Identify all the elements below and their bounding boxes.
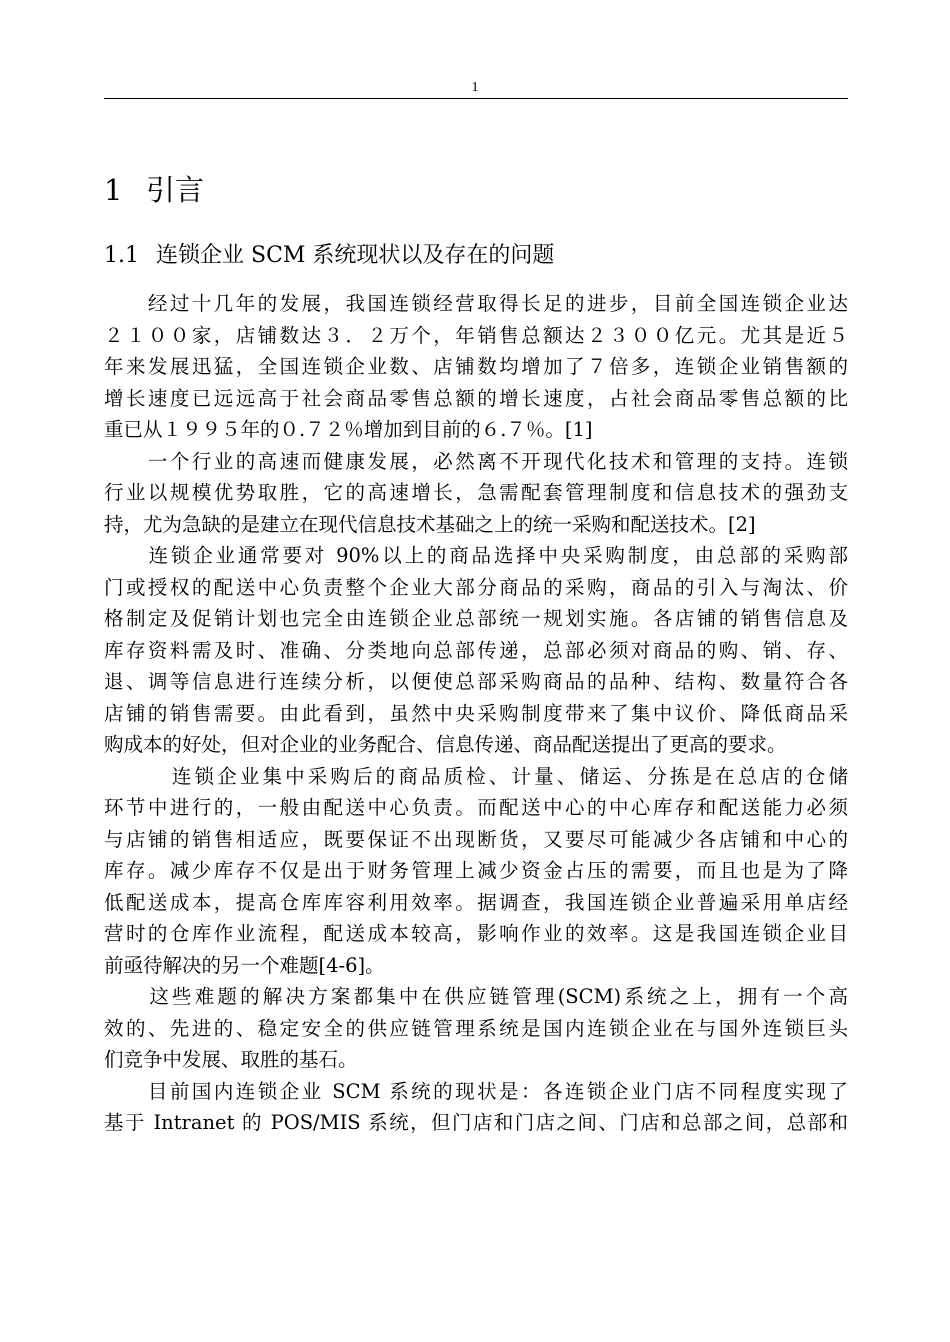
- paragraph-5: [104, 981, 848, 1076]
- paragraph-4: [104, 761, 848, 982]
- section-number: 1.1: [104, 243, 139, 268]
- text-line: 基于 Intranet 的 POS/MIS 系统，但门店和门店之间、门店和总部之间，总部和: [104, 1111, 848, 1134]
- text-line: 这些难题的解决方案都集中在供应链管理(SCM)系统之上，拥有一个高: [104, 985, 848, 1008]
- body-text: [104, 288, 848, 1139]
- text-line: 重已从１９９５年的０.７２％增加到目前的６.７％。[1]: [104, 418, 593, 441]
- text-line: 购成本的好处，但对企业的业务配合、信息传递、商品配送提出了更高的要求。: [104, 733, 787, 756]
- text-line: 年来发展迅猛，全国连锁企业数、店铺数均增加了７倍多，连锁企业销售额的: [104, 355, 848, 378]
- text-line: 店铺的销售需要。由此看到，虽然中央采购制度带来了集中议价、降低商品采: [104, 701, 848, 725]
- section-title: [104, 240, 554, 272]
- text-line: 环节中进行的，一般由配送中心负责。而配送中心的中心库存和配送能力必须: [104, 796, 848, 819]
- paragraph-3: [104, 540, 848, 761]
- text-line: 经过十几年的发展，我国连锁经营取得长足的进步，目前全国连锁企业达: [104, 292, 848, 315]
- text-line: 门或授权的配送中心负责整个企业大部分商品的采购，商品的引入与淘汰、价: [104, 575, 848, 599]
- text-line: 效的、先进的、稳定安全的供应链管理系统是国内连锁企业在与国外连锁巨头: [104, 1016, 848, 1040]
- text-line: 低配送成本，提高仓库库容利用效率。据调查，我国连锁企业普遍采用单店经: [104, 890, 848, 914]
- chapter-number: 1: [104, 173, 123, 207]
- header-rule: [104, 98, 848, 99]
- text-line: 增长速度已远远高于社会商品零售总额的增长速度，占社会商品零售总额的比: [104, 386, 848, 410]
- text-line: ２１００家，店铺数达３．２万个，年销售总额达２３００亿元。尤其是近５: [104, 323, 848, 347]
- paragraph-1: [104, 288, 848, 446]
- text-line: 行业以规模优势取胜，它的高速增长，急需配套管理制度和信息技术的强劲支: [104, 481, 848, 504]
- text-line: 们竞争中发展、取胜的基石。: [104, 1048, 358, 1071]
- paragraph-2: [104, 446, 848, 541]
- page-number: 1: [471, 80, 479, 95]
- text-line: 库存资料需及时、准确、分类地向总部传递，总部必须对商品的购、销、存、: [104, 638, 848, 662]
- text-line: 连锁企业通常要对 90%以上的商品选择中央采购制度，由总部的采购部: [104, 544, 848, 567]
- text-line: 营时的仓库作业流程，配送成本较高，影响作业的效率。这是我国连锁企业目: [104, 922, 848, 945]
- text-line: 持，尤为急缺的是建立在现代信息技术基础之上的统一采购和配送技术。[2]: [104, 512, 756, 536]
- paragraph-6: [104, 1076, 848, 1139]
- chapter-title-text: 引言: [146, 173, 205, 207]
- text-line: 与店铺的销售相适应，既要保证不出现断货，又要尽可能减少各店铺和中心的: [104, 827, 848, 851]
- text-line: 退、调等信息进行连续分析，以便使总部采购商品的品种、结构、数量符合各: [104, 670, 848, 693]
- text-line: 目前国内连锁企业 SCM 系统的现状是：各连锁企业门店不同程度实现了: [104, 1079, 848, 1103]
- text-line: 库存。减少库存不仅是出于财务管理上减少资金占压的需要，而且也是为了降: [104, 859, 848, 882]
- chapter-title: [104, 170, 204, 210]
- text-line: 格制定及促销计划也完全由连锁企业总部统一规划实施。各店铺的销售信息及: [104, 607, 848, 630]
- text-line: 前亟待解决的另一个难题[4-6]。: [104, 953, 385, 977]
- section-title-text: 连锁企业 SCM 系统现状以及存在的问题: [156, 243, 555, 268]
- text-line: 连锁企业集中采购后的商品质检、计量、储运、分拣是在总店的仓储: [104, 764, 848, 788]
- text-line: 一个行业的高速而健康发展，必然离不开现代化技术和管理的支持。连锁: [104, 449, 848, 473]
